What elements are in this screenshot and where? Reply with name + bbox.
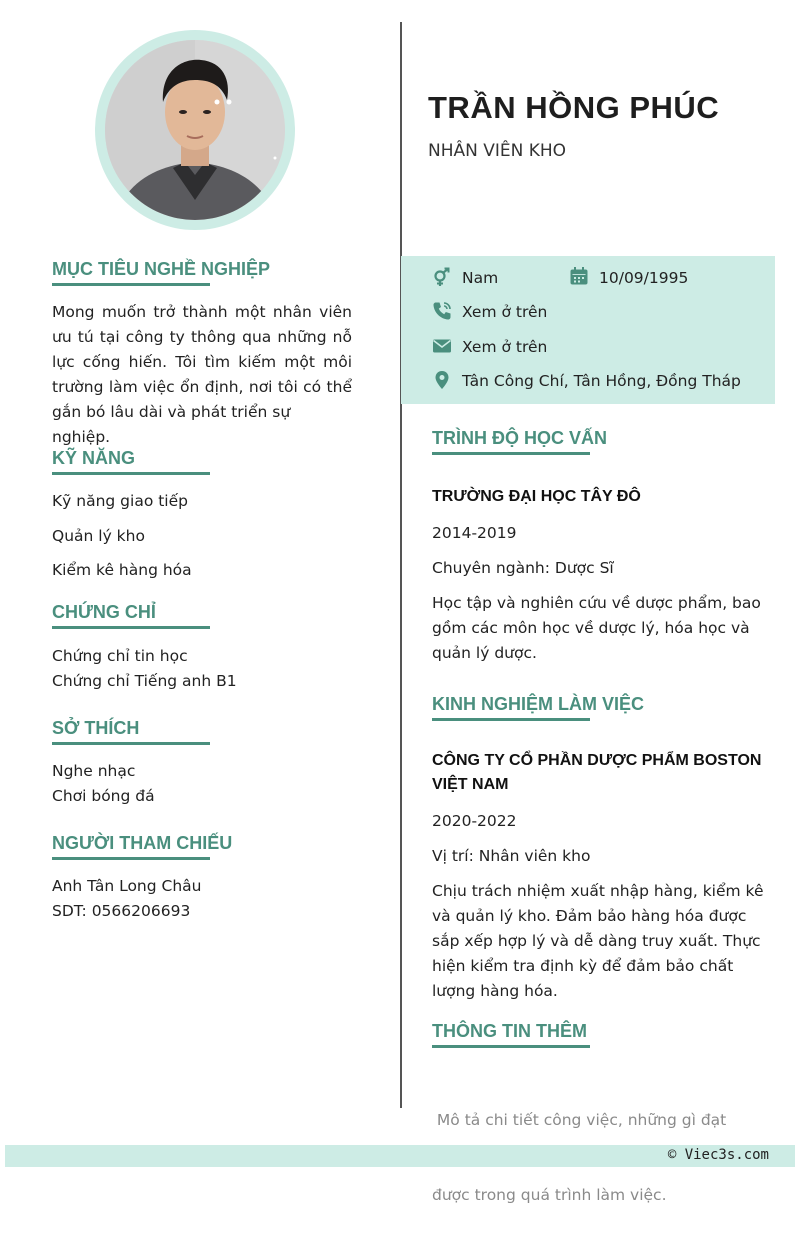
- references-underline: [52, 857, 210, 860]
- certificates-title: CHỨNG CHỈ: [52, 602, 156, 622]
- phone-icon: [432, 301, 452, 321]
- extra-underline: [432, 1045, 590, 1048]
- extra-line: được trong quá trình làm việc.: [432, 1186, 667, 1204]
- education-description: [432, 591, 772, 666]
- objective-line: Mong muốn trở thành một nhân viên: [52, 303, 352, 321]
- objective-title: MỤC TIÊU NGHỀ NGHIỆP: [52, 259, 271, 279]
- experience-line: Chịu trách nhiệm xuất nhập hàng, kiểm kê: [432, 882, 764, 900]
- calendar-icon: [569, 266, 589, 286]
- education-school: TRƯỜNG ĐẠI HỌC TÂY ĐÔ: [432, 488, 641, 505]
- experience-company-line: VIỆT NAM: [432, 776, 509, 793]
- education-years: 2014-2019: [432, 524, 517, 542]
- experience-years: 2020-2022: [432, 812, 517, 830]
- experience-company: [432, 749, 777, 797]
- address-value: Tân Công Chí, Tân Hồng, Đồng Tháp: [462, 372, 741, 390]
- skills-underline: [52, 472, 210, 475]
- gender-icon: [432, 267, 452, 287]
- hobby-item: Nghe nhạc: [52, 762, 136, 780]
- hobbies-title: SỞ THÍCH: [52, 718, 140, 738]
- avatar: [105, 40, 285, 220]
- candidate-name: TRẦN HỒNG PHÚC: [428, 90, 720, 125]
- email-value: Xem ở trên: [462, 338, 548, 356]
- birthday-value: 10/09/1995: [599, 269, 689, 287]
- location-icon: [432, 370, 452, 390]
- education-underline: [432, 452, 590, 455]
- education-major: Chuyên ngành: Dược Sĩ: [432, 559, 614, 577]
- footer-bar: [5, 1145, 795, 1167]
- footer-credit: © Viec3s.com: [667, 1147, 769, 1163]
- skill-item: Quản lý kho: [52, 527, 145, 545]
- hobbies-underline: [52, 742, 210, 745]
- email-icon: [432, 336, 452, 356]
- objective-underline: [52, 283, 210, 286]
- references-title: NGƯỜI THAM CHIẾU: [52, 833, 233, 853]
- experience-title: KINH NGHIỆM LÀM VIỆC: [432, 694, 645, 714]
- education-line: gồm các môn học về dược lý, hóa học và: [432, 619, 750, 637]
- objective-line: ưu tú tại công ty thông qua những nỗ: [52, 328, 352, 346]
- extra-title: THÔNG TIN THÊM: [432, 1021, 587, 1041]
- skill-item: Kỹ năng giao tiếp: [52, 492, 188, 510]
- reference-item: Anh Tân Long Châu: [52, 877, 202, 895]
- experience-line: và quản lý kho. Đảm bảo hàng hóa được: [432, 907, 747, 925]
- education-title: TRÌNH ĐỘ HỌC VẤN: [432, 428, 607, 448]
- certificate-item: Chứng chỉ tin học: [52, 647, 188, 665]
- objective-line: gắn bó lâu dài và phát triển sự nghiệp.: [52, 403, 291, 446]
- certificate-item: Chứng chỉ Tiếng anh B1: [52, 672, 237, 690]
- hobby-item: Chơi bóng đá: [52, 787, 155, 805]
- gender-value: Nam: [462, 269, 499, 287]
- extra-line: Mô tả chi tiết công việc, những gì đạt: [432, 1111, 727, 1129]
- experience-description: [432, 879, 777, 1004]
- objective-line: trường làm việc ổn định, nơi tôi có thể: [52, 378, 352, 396]
- skill-item: Kiểm kê hàng hóa: [52, 561, 192, 579]
- experience-line: lượng hàng hóa.: [432, 982, 558, 1000]
- education-line: quản lý dược.: [432, 644, 537, 662]
- avatar-portrait: [105, 40, 285, 220]
- candidate-position: NHÂN VIÊN KHO: [428, 141, 567, 161]
- objective-line: lực cống hiến. Tôi tìm kiếm một môi: [52, 353, 352, 371]
- certificates-underline: [52, 626, 210, 629]
- skills-title: KỸ NĂNG: [52, 448, 136, 468]
- objective-text: [52, 300, 352, 450]
- column-divider: [400, 22, 402, 1108]
- experience-line: sắp xếp hợp lý và dễ dàng truy xuất. Thực: [432, 932, 761, 950]
- phone-value: Xem ở trên: [462, 303, 548, 321]
- experience-underline: [432, 718, 590, 721]
- experience-company-line: CÔNG TY CỔ PHẦN DƯỢC PHẨM BOSTON: [432, 752, 762, 769]
- experience-role: Vị trí: Nhân viên kho: [432, 847, 591, 865]
- experience-line: hiện kiểm tra định kỳ để đảm bảo chất: [432, 957, 734, 975]
- reference-item: SDT: 0566206693: [52, 902, 191, 920]
- education-line: Học tập và nghiên cứu về dược phẩm, bao: [432, 594, 761, 612]
